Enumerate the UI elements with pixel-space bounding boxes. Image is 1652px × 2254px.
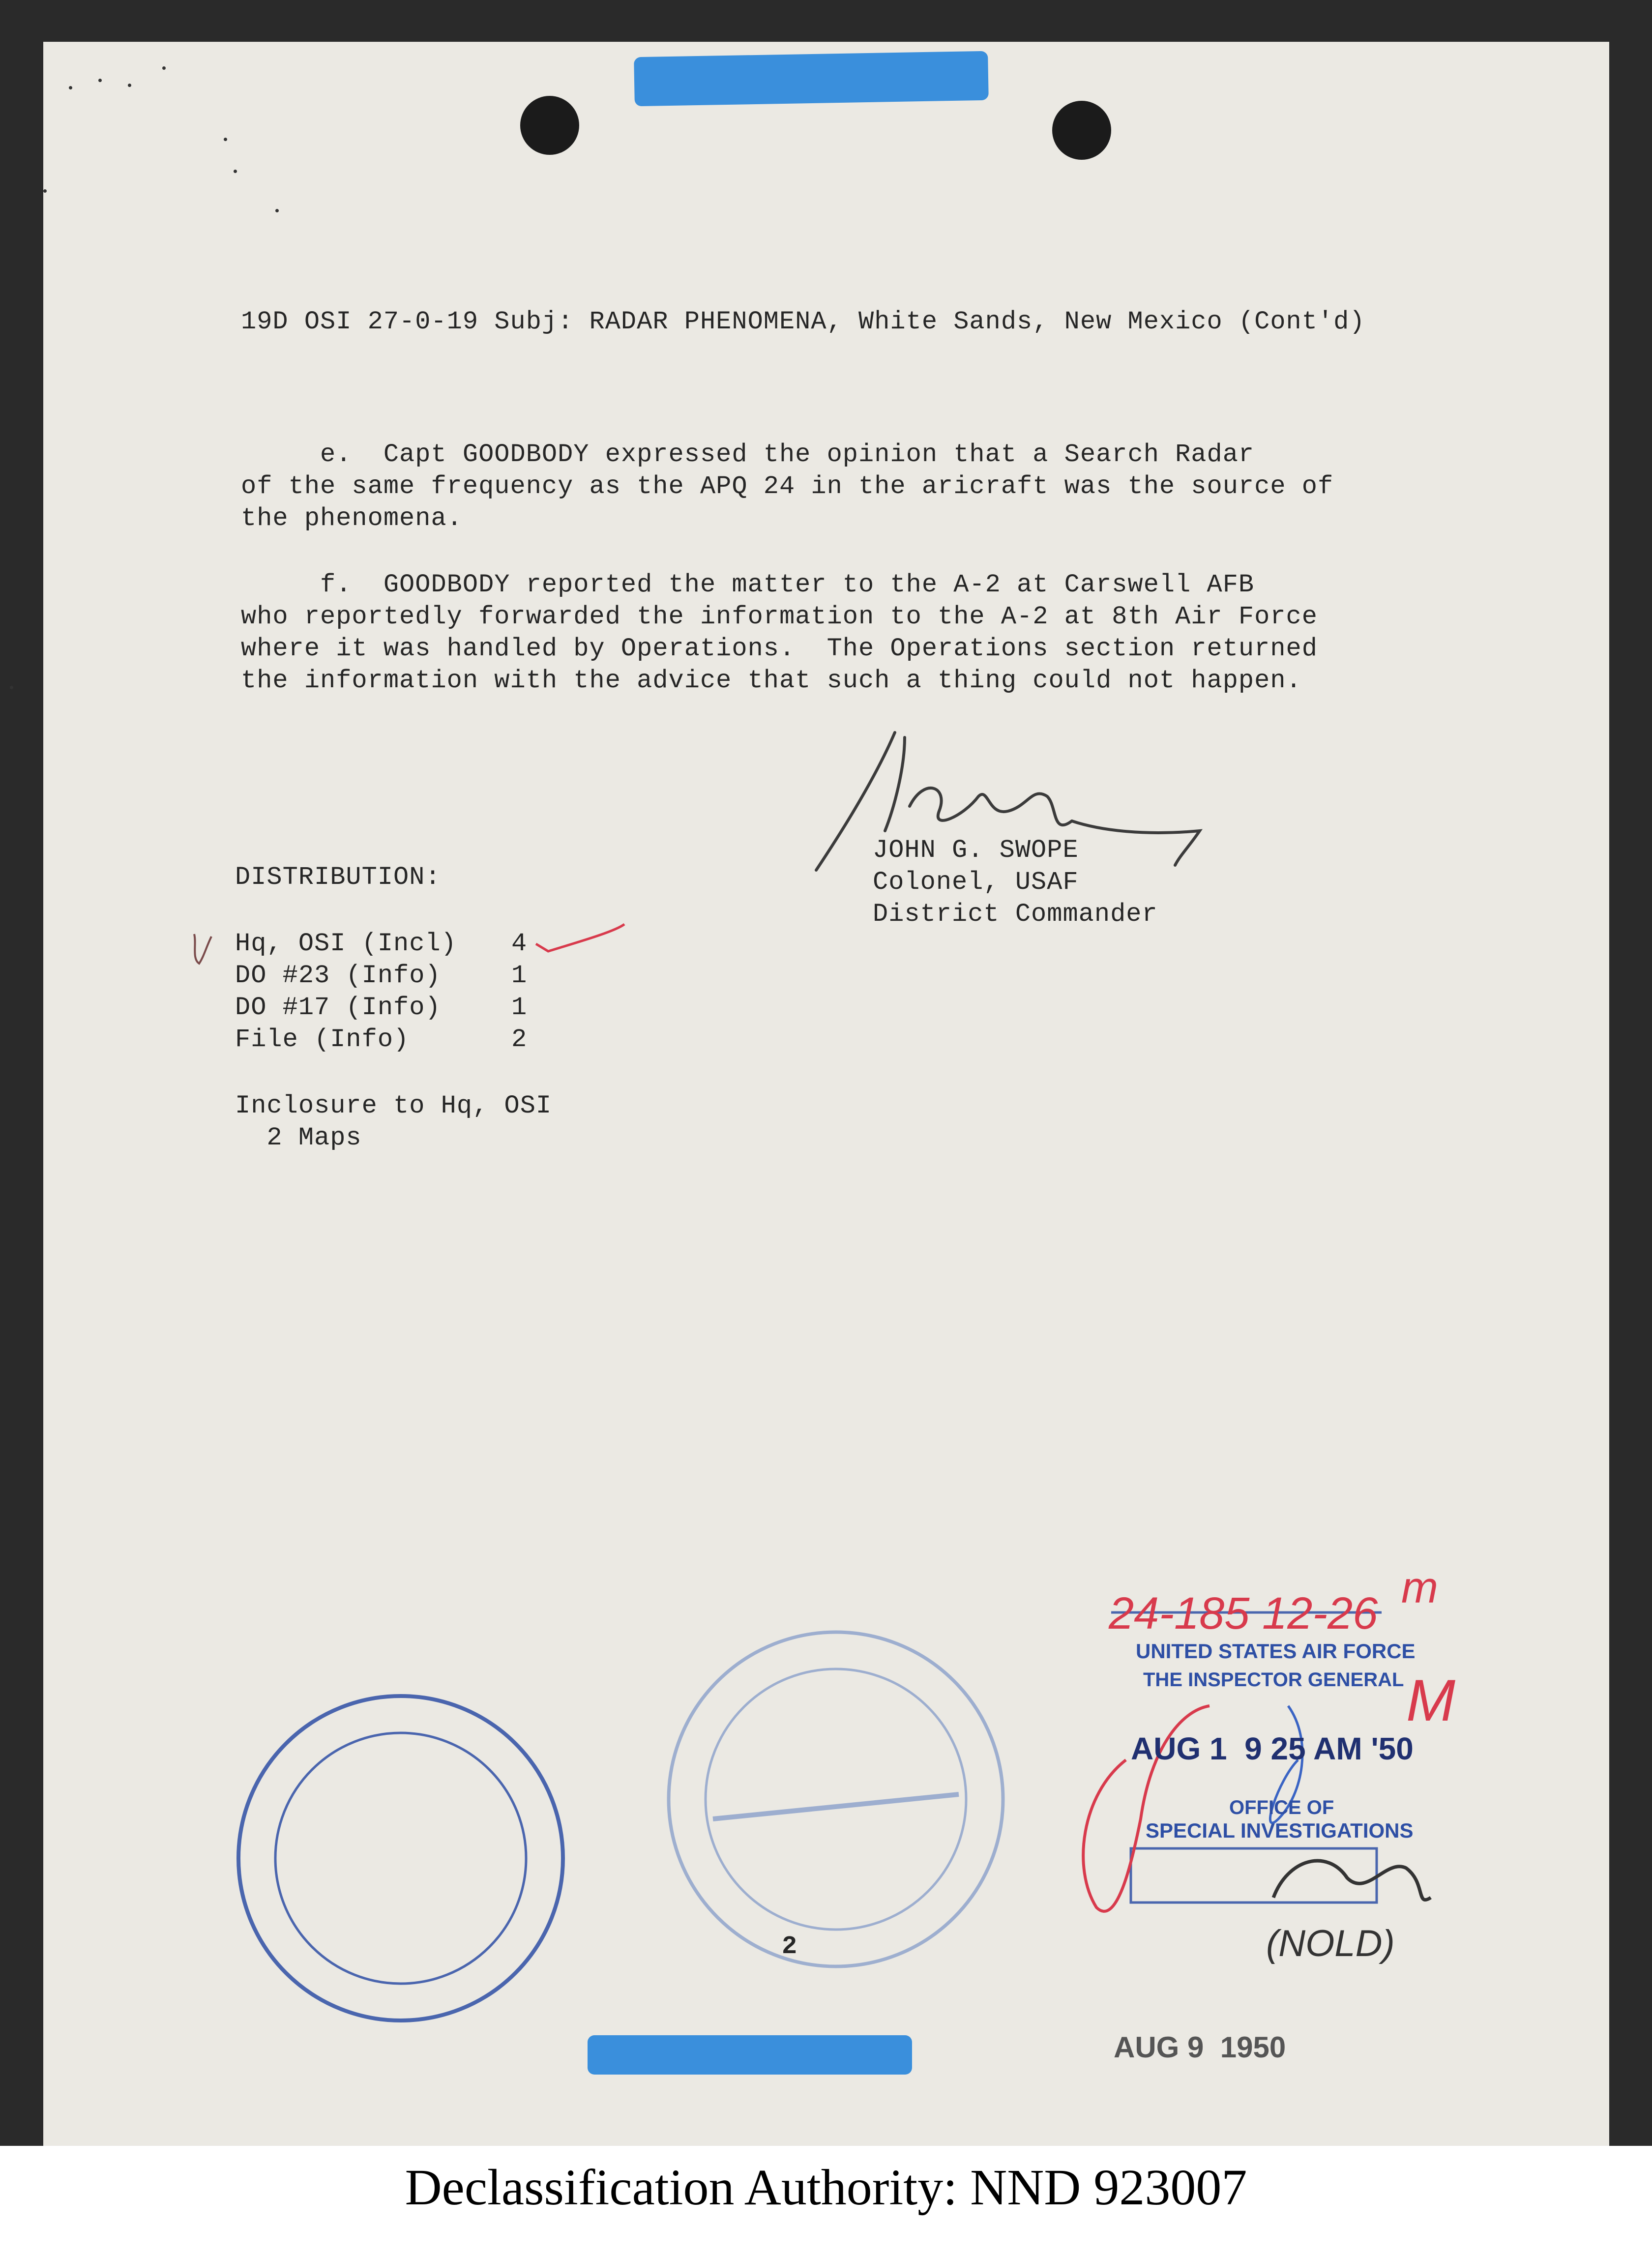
para-f-line-1: f. GOODBODY reported the matter to the A-2 at Carswell AFB — [241, 570, 1255, 599]
distribution-recipient-2: DO #23 (Info) — [235, 961, 441, 990]
declassification-footer: Declassification Authority: NND 923007 — [405, 2159, 1247, 2216]
para-e-line-2: of the same frequency as the APQ 24 in the aricraft was the source of — [241, 472, 1334, 501]
bottom-date-stamp: AUG 9 1950 — [1114, 2031, 1286, 2064]
distribution-count-4: 2 — [511, 1025, 528, 1054]
handwritten-file-number: 24-185 12-26 — [1109, 1588, 1378, 1639]
signer-name: JOHN G. SWOPE — [873, 836, 1079, 865]
received-stamp-line-1: UNITED STATES AIR FORCE — [1136, 1639, 1416, 1663]
signer-rank: Colonel, USAF — [873, 868, 1079, 897]
red-big-m-mark: M — [1406, 1668, 1455, 1733]
distribution-count-2: 1 — [511, 961, 528, 990]
signer-title: District Commander — [873, 900, 1158, 929]
distribution-recipient-1: Hq, OSI (Incl) — [235, 929, 457, 958]
received-stamp-date: AUG 1 9 25 AM '50 — [1131, 1731, 1414, 1766]
distribution-recipient-4: File (Info) — [235, 1025, 410, 1054]
inclosure-line-1: Inclosure to Hq, OSI — [235, 1091, 552, 1120]
para-e-line-1: e. Capt GOODBODY expressed the opinion that a Search Radar — [241, 440, 1255, 469]
commander-signature-scribble — [816, 732, 1200, 870]
distribution-count-1: 4 — [511, 929, 528, 958]
distribution-count-3: 1 — [511, 993, 528, 1022]
distribution-heading: DISTRIBUTION: — [235, 863, 441, 892]
subject-line: 19D OSI 27-0-19 Subj: RADAR PHENOMENA, White Sands, New Mexico (Cont'd) — [241, 307, 1365, 336]
para-f-line-4: the information with the advice that such a thing could not happen. — [241, 666, 1302, 695]
inclosure-line-2: 2 Maps — [235, 1123, 362, 1152]
received-stamp-line-2: THE INSPECTOR GENERAL — [1143, 1669, 1404, 1691]
red-m-mark: m — [1401, 1563, 1438, 1612]
initials-scribble — [1273, 1861, 1431, 1900]
received-stamp-office-2: SPECIAL INVESTIGATIONS — [1146, 1819, 1414, 1842]
initials-note: (NOLD) — [1266, 1923, 1395, 1964]
red-check-mark — [536, 924, 624, 951]
para-e-line-3: the phenomena. — [241, 504, 463, 533]
circular-stamp-left — [238, 1696, 563, 2020]
distribution-recipient-3: DO #17 (Info) — [235, 993, 441, 1022]
page-number: 2 — [782, 1932, 798, 1961]
received-stamp-office-1: OFFICE OF — [1229, 1797, 1334, 1818]
pencil-margin-mark — [194, 934, 211, 964]
para-f-line-2: who reportedly forwarded the information to the A-2 at 8th Air Force — [241, 602, 1318, 631]
circular-stamp-middle — [669, 1632, 1003, 1966]
para-f-line-3: where it was handled by Operations. The Operations section returned — [241, 634, 1318, 663]
